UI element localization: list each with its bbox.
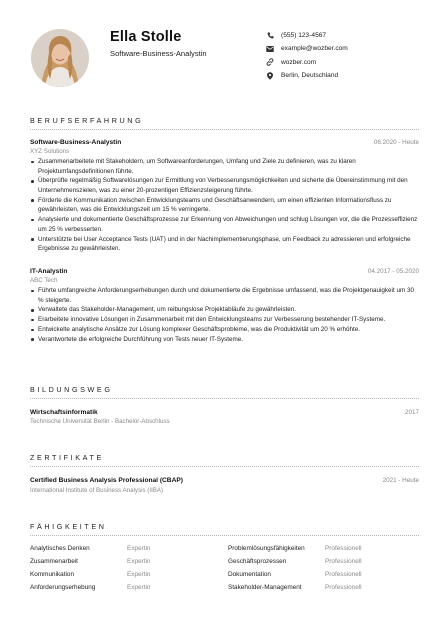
section-divider xyxy=(30,398,419,399)
education-school: Technische Universität Berlin - Bachelor-Abschluss xyxy=(30,418,170,425)
job-bullet: Erarbeitete innovative Lösungen in Zusammenarbeit mit den Entwicklungsteams zur Verbesserung bestehender IT-Systeme. xyxy=(30,315,420,325)
location-icon xyxy=(266,72,274,80)
skill-level: Expertin xyxy=(127,558,151,565)
contact-website-text[interactable]: wozber.com xyxy=(281,58,317,66)
education-degree: Wirtschaftsinformatik xyxy=(30,409,98,416)
job-bullet: Entwickelte analytische Ansätze zur Lösung komplexer Geschäftsprobleme, was die Produktivität um 20 % erhöhte. xyxy=(30,325,420,335)
contact-location-text: Berlin, Deutschland xyxy=(281,72,339,80)
section-heading-certificates: ZERTIFIKATE xyxy=(30,453,104,462)
job-bullet: Überprüfte regelmäßig Softwarelösungen zur Ermittlung von Verbesserungsmöglichkeiten und sicherte die Übereinstimmung mit den Unternehmenszielen, was zu einer 20-prozentigen Effizienzsteigerung führte. xyxy=(30,176,420,195)
skill-level: Professionell xyxy=(325,584,362,591)
profile-photo xyxy=(31,29,89,87)
skill-name: Stakeholder-Management xyxy=(228,584,302,591)
link-icon xyxy=(266,58,274,66)
certificate-name: Certified Business Analysis Professional (CBAP) xyxy=(30,477,183,484)
skill-level: Expertin xyxy=(127,571,151,578)
candidate-title: Software-Business-Analystin xyxy=(110,49,207,58)
job-bullet: Verwaltete das Stakeholder-Management, um reibungslose Projektabläufe zu gewährleisten. xyxy=(30,305,420,315)
section-heading-skills: FÄHIGKEITEN xyxy=(30,522,107,531)
job-company: ABC Tech xyxy=(30,277,58,284)
skill-level: Expertin xyxy=(127,545,151,552)
section-divider xyxy=(30,466,419,467)
job-date: 04.2017 - 05.2020 xyxy=(367,268,419,275)
job-bullet: Verantwortete die erfolgreiche Durchführung von Tests neuer IT-Systeme. xyxy=(30,335,420,345)
job-bullet: Analysierte und dokumentierte Geschäftsprozesse zur Erkennung von Abweichungen und schlug Lösungen vor, die die Prozesseffizienz um 25 % verbesserten. xyxy=(30,215,420,234)
contact-website[interactable] xyxy=(266,56,348,69)
skill-level: Expertin xyxy=(127,584,151,591)
job-bullet: Förderte die Kommunikation zwischen Entwicklungsteams und Geschäftsanwendern, um einen effizienten Informationsfluss zu gewährleisten, was die Entwicklungszeit um 15 % verringerte. xyxy=(30,196,420,215)
education-date: 2017 xyxy=(404,409,419,416)
contact-location xyxy=(266,69,348,82)
section-divider xyxy=(30,535,419,536)
skill-name: Zusammenarbeit xyxy=(30,558,78,565)
job-bullet-list xyxy=(30,286,420,345)
certificate-date: 2021 - Heute xyxy=(382,477,419,484)
job-title: Software-Business-Analystin xyxy=(30,139,122,146)
skill-name: Dokumentation xyxy=(228,571,271,578)
contact-phone xyxy=(266,29,348,42)
job-bullet-list xyxy=(30,157,420,254)
contact-email-text[interactable]: example@wozber.com xyxy=(281,45,348,53)
skill-level: Professionell xyxy=(325,545,362,552)
certificate-issuer: International Institute of Business Analysis (IIBA) xyxy=(30,487,164,494)
skill-name: Problemlösungsfähigkeiten xyxy=(228,545,305,552)
phone-icon xyxy=(266,32,274,40)
job-bullet: Unterstützte bei User Acceptance Tests (UAT) und in der Nachimplementierungsphase, um Feedback zu adressieren und erfolgreiche Ergebnisse zu gewährleisten. xyxy=(30,235,420,254)
skill-name: Kommunikation xyxy=(30,571,75,578)
email-icon xyxy=(266,45,274,53)
skill-name: Geschäftsprozessen xyxy=(228,558,287,565)
skill-level: Professionell xyxy=(325,558,362,565)
job-company: XYZ Solutions xyxy=(30,148,70,155)
candidate-name: Ella Stolle xyxy=(110,29,182,45)
skill-name: Anforderungserhebung xyxy=(30,584,96,591)
contact-list xyxy=(266,29,348,83)
section-heading-experience: BERUFSERFAHRUNG xyxy=(30,116,144,125)
job-title: IT-Analystin xyxy=(30,268,68,275)
job-date: 06.2020 - Heute xyxy=(373,139,419,146)
job-bullet: Führte umfangreiche Anforderungserhebungen durch und dokumentierte die Ergebnisse umfassend, was die Projektgenauigkeit um 30 % steigerte. xyxy=(30,286,420,305)
section-divider xyxy=(30,129,419,130)
section-heading-education: BILDUNGSWEG xyxy=(30,385,113,394)
job-bullet: Zusammenarbeitete mit Stakeholdern, um Softwareanforderungen, Umfang und Ziele zu definieren, was zu klaren Projektumfangsdefinitionen führte. xyxy=(30,157,420,176)
skill-name: Analytisches Denken xyxy=(30,545,90,552)
contact-phone-text: (555) 123-4567 xyxy=(281,32,327,39)
resume-header xyxy=(0,0,448,100)
contact-email[interactable] xyxy=(266,42,348,55)
skill-level: Professionell xyxy=(325,571,362,578)
